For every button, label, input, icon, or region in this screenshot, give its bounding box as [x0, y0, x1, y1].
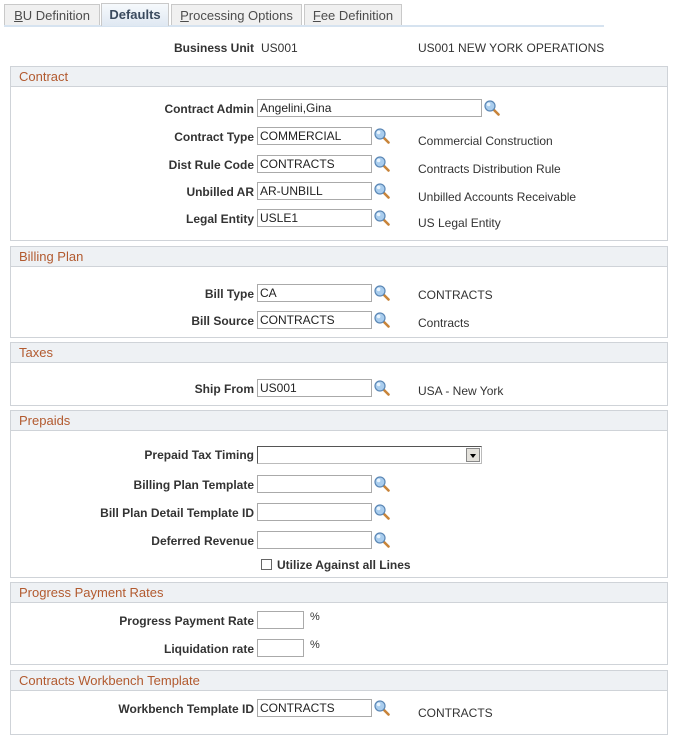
section-title: Prepaids	[11, 411, 667, 431]
unbilled-ar-input[interactable]	[257, 182, 372, 200]
liquidation-rate-label: Liquidation rate	[164, 642, 254, 656]
contract-type-label: Contract Type	[174, 130, 254, 144]
percent-unit: %	[310, 639, 320, 651]
lookup-search-icon[interactable]	[374, 183, 390, 199]
tab-accesskey: B	[14, 8, 23, 23]
tab-bar	[0, 0, 676, 27]
lookup-search-icon[interactable]	[374, 476, 390, 492]
ship-from-label: Ship From	[194, 382, 254, 396]
bill-source-description: Contracts	[418, 316, 470, 330]
legal-entity-label: Legal Entity	[185, 212, 254, 226]
business-unit-value: US001	[261, 41, 298, 55]
deferred-revenue-label: Deferred Revenue	[151, 534, 254, 548]
progress-payment-rate-label: Progress Payment Rate	[119, 614, 254, 628]
section-title: Contracts Workbench Template	[11, 671, 667, 691]
workbench-template-id-label: Workbench Template ID	[118, 702, 254, 716]
lookup-search-icon[interactable]	[374, 128, 390, 144]
ship-from-description: USA - New York	[418, 384, 504, 398]
contract-type-input[interactable]	[257, 127, 372, 145]
lookup-search-icon[interactable]	[374, 380, 390, 396]
tab-defaults[interactable]	[101, 3, 169, 26]
section-title: Contract	[11, 67, 667, 87]
contract-admin-label: Contract Admin	[164, 102, 254, 116]
tab-fee-definition[interactable]	[304, 4, 402, 25]
lookup-search-icon[interactable]	[374, 285, 390, 301]
section-title: Billing Plan	[11, 247, 667, 267]
bill-source-input[interactable]	[257, 311, 372, 329]
liquidation-rate-input[interactable]	[257, 639, 304, 657]
unbilled-ar-label: Unbilled AR	[186, 185, 254, 199]
legal-entity-input[interactable]	[257, 209, 372, 227]
bill-plan-detail-template-id-input[interactable]	[257, 503, 372, 521]
tab-accesskey: P	[180, 8, 189, 23]
contract-type-description: Commercial Construction	[418, 134, 553, 148]
business-unit-label: Business Unit	[173, 41, 254, 55]
workbench-template-id-input[interactable]	[257, 699, 372, 717]
utilize-against-all-lines-checkbox[interactable]	[261, 559, 272, 570]
tab-label: rocessing Options	[188, 8, 293, 23]
workbench-template-description: CONTRACTS	[418, 706, 493, 720]
dist-rule-code-label: Dist Rule Code	[168, 158, 254, 172]
prepaids-section	[10, 410, 668, 578]
billing-plan-template-label: Billing Plan Template	[133, 478, 254, 492]
tab-label: ee Definition	[320, 8, 394, 23]
percent-unit: %	[310, 611, 320, 623]
utilize-against-all-lines-label: Utilize Against all Lines	[277, 558, 411, 572]
tab-label: Defaults	[109, 7, 161, 22]
lookup-search-icon[interactable]	[484, 100, 500, 116]
bill-type-label: Bill Type	[204, 287, 254, 301]
lookup-search-icon[interactable]	[374, 504, 390, 520]
bill-plan-detail-template-id-label: Bill Plan Detail Template ID	[100, 506, 254, 520]
lookup-search-icon[interactable]	[374, 532, 390, 548]
billing-plan-template-input[interactable]	[257, 475, 372, 493]
section-title: Taxes	[11, 343, 667, 363]
legal-entity-description: US Legal Entity	[418, 216, 501, 230]
tab-bu-definition[interactable]	[4, 4, 100, 25]
ship-from-input[interactable]	[257, 379, 372, 397]
lookup-search-icon[interactable]	[374, 156, 390, 172]
bill-type-input[interactable]	[257, 284, 372, 302]
business-unit-description: US001 NEW YORK OPERATIONS	[418, 41, 605, 55]
tab-label: U Definition	[22, 8, 90, 23]
unbilled-ar-description: Unbilled Accounts Receivable	[418, 190, 577, 204]
prepaid-tax-timing-select[interactable]	[257, 446, 482, 464]
chevron-down-icon[interactable]	[466, 448, 480, 462]
lookup-search-icon[interactable]	[374, 312, 390, 328]
lookup-search-icon[interactable]	[374, 700, 390, 716]
tab-processing-options[interactable]	[171, 4, 302, 25]
tab-accesskey: F	[312, 8, 321, 23]
bill-source-label: Bill Source	[191, 314, 254, 328]
progress-payment-rate-input[interactable]	[257, 611, 304, 629]
dist-rule-code-description: Contracts Distribution Rule	[418, 162, 561, 176]
contract-admin-input[interactable]	[257, 99, 482, 117]
section-title: Progress Payment Rates	[11, 583, 667, 603]
prepaid-tax-timing-label: Prepaid Tax Timing	[144, 448, 254, 462]
deferred-revenue-input[interactable]	[257, 531, 372, 549]
lookup-search-icon[interactable]	[374, 210, 390, 226]
dist-rule-code-input[interactable]	[257, 155, 372, 173]
tab-underline	[4, 25, 604, 27]
bill-type-description: CONTRACTS	[418, 288, 493, 302]
